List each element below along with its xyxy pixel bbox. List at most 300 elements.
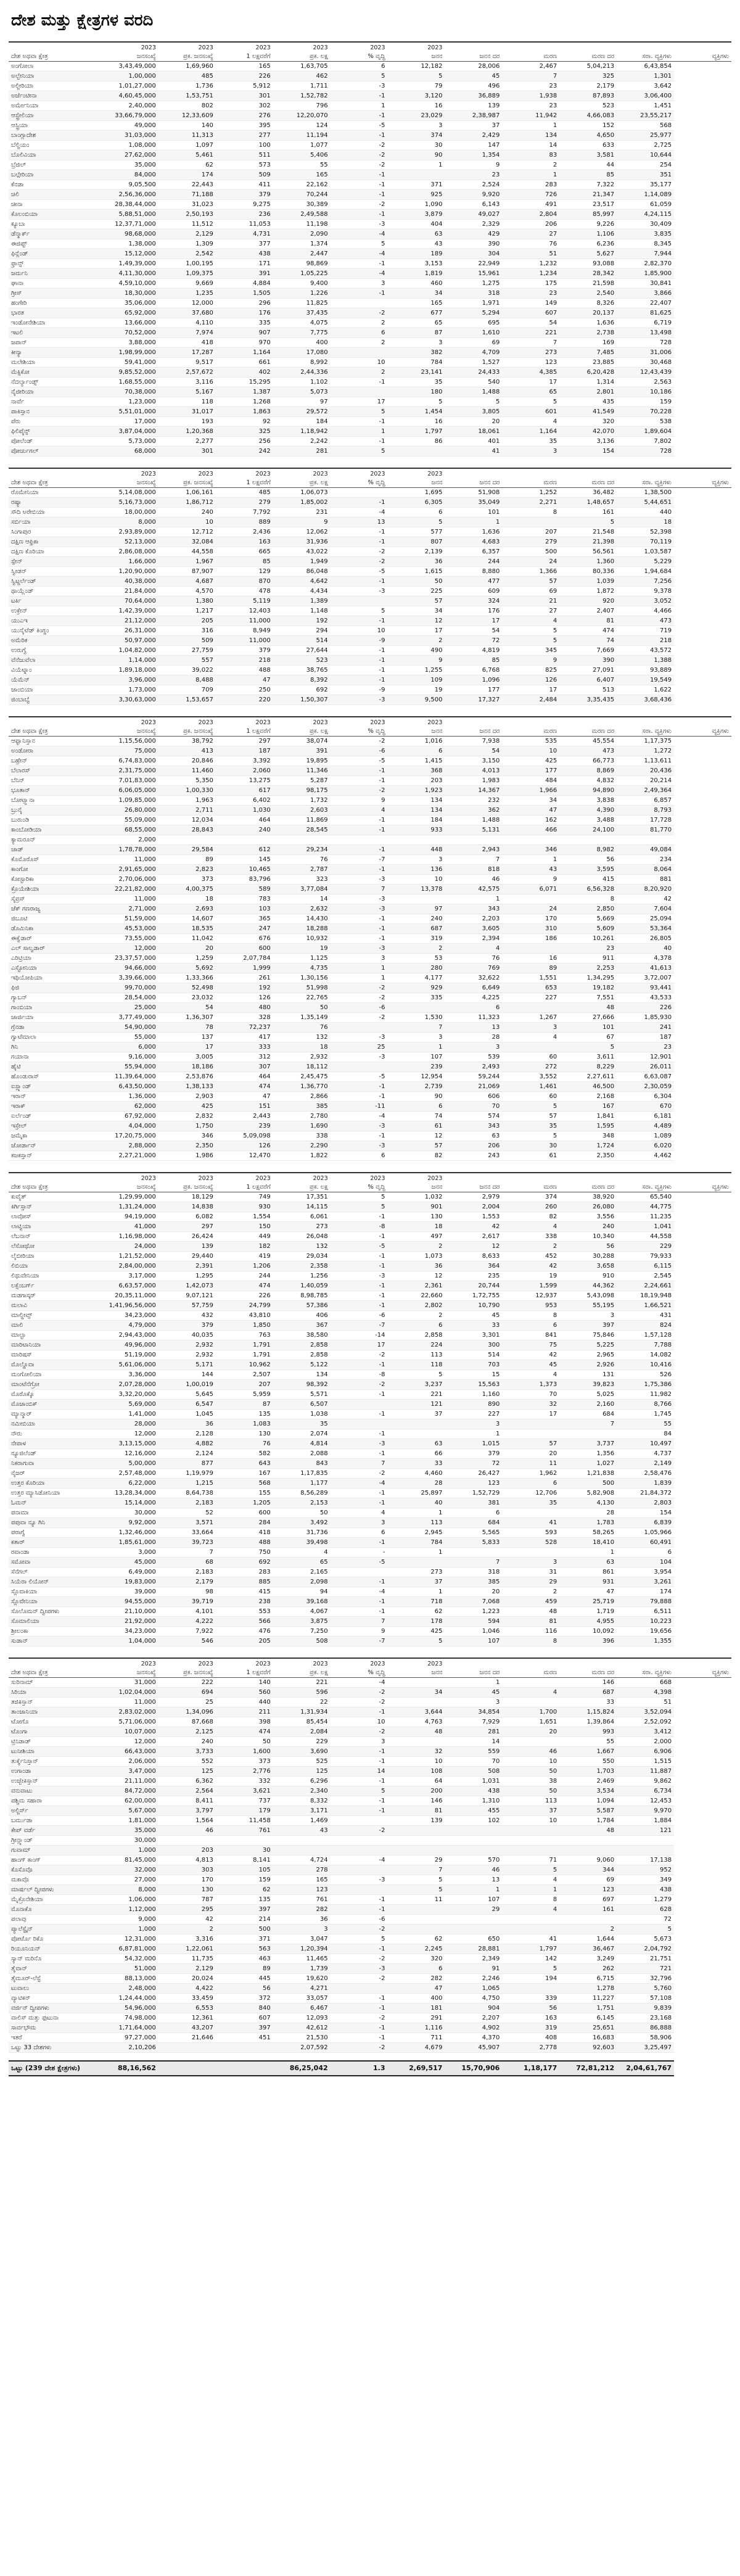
table-cell: 9,226 (559, 220, 617, 229)
table-cell: 6,719 (617, 318, 674, 328)
column-header (331, 469, 388, 488)
table-cell: 57 (502, 577, 559, 587)
table-cell: 5 (331, 407, 388, 417)
table-cell: 6 (502, 1321, 559, 1331)
table-cell: 1,999 (216, 964, 273, 973)
column-header (9, 1659, 101, 1678)
table-cell: 9,060 (559, 1856, 617, 1865)
table-cell: -1 (331, 210, 388, 220)
table-cell: 2,738 (559, 328, 617, 338)
table-row (9, 924, 731, 934)
table-cell: 4,24,115 (617, 210, 674, 220)
table-cell: 5,669 (559, 914, 617, 924)
table-cell (388, 1558, 445, 1567)
table-row (9, 1419, 731, 1429)
table-cell: 6,362 (158, 1777, 216, 1786)
table-cell: 3,492 (273, 1518, 331, 1528)
table-cell: 2 (502, 1242, 559, 1252)
row-label: ಡೆನ್ಮಾರ್ಕ್ (9, 229, 101, 239)
table-cell: 4,79,000 (101, 1321, 158, 1331)
table-cell: 1,15,824 (559, 1707, 617, 1717)
table-cell: 5,609 (559, 924, 617, 934)
table-cell: 2,932 (158, 1350, 216, 1360)
table-cell: -1 (331, 1261, 388, 1271)
data-table (9, 717, 731, 1161)
table-cell: 3,392 (216, 756, 273, 766)
table-row (9, 944, 731, 954)
row-label: ಮಾರಿಷಸ್ (9, 1350, 101, 1360)
row-label: ಲಾಟ್ವಿಯಾ (9, 1222, 101, 1232)
table-row (9, 1717, 731, 1727)
table-cell: 721 (617, 1964, 674, 1974)
table-cell: -1 (331, 1777, 388, 1786)
table-cell: 49,084 (617, 845, 674, 855)
table-cell: 2,545 (617, 1271, 674, 1281)
table-cell: 214 (216, 1915, 273, 1925)
table-cell: 192 (216, 983, 273, 993)
row-label: ಸಿರಿಯಾ (9, 1688, 101, 1698)
table-row (9, 488, 731, 498)
table-cell: 911 (559, 954, 617, 964)
table-cell: 1,160 (445, 1390, 502, 1400)
table-cell: 320 (559, 417, 617, 427)
table-cell: 28,006 (445, 62, 502, 72)
table-cell: 281 (273, 447, 331, 456)
table-cell: 5,225 (559, 1340, 617, 1350)
table-cell: 2,407 (559, 606, 617, 616)
table-cell: 207 (216, 1380, 273, 1390)
table-cell: 484 (502, 776, 559, 786)
table-cell: 76 (273, 1023, 331, 1033)
table-cell: 4,222 (158, 1617, 216, 1627)
table-row (9, 1548, 731, 1558)
table-cell: 432 (158, 1311, 216, 1321)
table-cell: -1 (331, 1796, 388, 1806)
table-cell: 14,838 (158, 1202, 216, 1212)
table-cell: 132 (273, 1242, 331, 1252)
column-label: ಜನನ (431, 1184, 443, 1191)
table-cell: 86,048 (273, 567, 331, 577)
table-cell: 8,56,289 (273, 1488, 331, 1498)
table-cell: 13,28,34,000 (101, 1488, 158, 1498)
table-cell: 1,53,657 (158, 695, 216, 705)
table-cell: 1,06,000 (101, 1895, 158, 1905)
table-cell: 1,863 (216, 407, 273, 417)
table-cell: 2,183 (158, 1567, 216, 1577)
table-cell: 1,12,000 (101, 1905, 158, 1915)
table-row (9, 587, 731, 597)
table-cell: 684 (445, 1518, 502, 1528)
column-year: 2023 (255, 471, 271, 477)
table-cell: 5 (445, 397, 502, 407)
table-cell: 5,073 (273, 387, 331, 397)
table-cell: 70,38,000 (101, 387, 158, 397)
table-cell: 7 (388, 1023, 445, 1033)
table-cell: 333 (216, 1042, 273, 1052)
table-cell: 2,564 (158, 1786, 216, 1796)
table-cell: 373 (216, 1757, 273, 1767)
table-cell: 3,136 (559, 437, 617, 447)
table-cell: 70 (445, 1102, 502, 1112)
table-cell: 27,759 (158, 646, 216, 656)
table-cell: 843 (273, 1459, 331, 1469)
table-row (9, 875, 731, 885)
table-cell: 2,832 (158, 1112, 216, 1121)
column-year: 2023 (313, 1661, 328, 1667)
table-cell: 3,237 (388, 1380, 445, 1390)
table-cell: -1 (331, 577, 388, 587)
table-cell: 877 (158, 1459, 216, 1469)
table-cell: 3,150 (445, 756, 502, 766)
table-cell: 929 (388, 983, 445, 993)
table-cell: 131 (559, 1370, 617, 1380)
row-label: ಹೊಂಡುರಾಸ್ (9, 1072, 101, 1082)
table-cell: -1 (331, 1281, 388, 1291)
table-cell: 25,897 (388, 1488, 445, 1498)
table-cell: 70,52,000 (101, 328, 158, 338)
table-cell: 3,13,15,000 (101, 1439, 158, 1449)
row-label: ನೆದರ್ಲ್ಯಾಂಡ್ಸ್ (9, 378, 101, 387)
table-cell: 4,00,375 (158, 885, 216, 894)
table-cell: 2,391 (158, 1261, 216, 1271)
table-cell: 728 (617, 338, 674, 348)
table-cell: 5 (388, 1370, 445, 1380)
table-cell (331, 1816, 388, 1826)
table-cell: 2,07,784 (216, 954, 273, 964)
table-cell: 85,997 (559, 210, 617, 220)
table-cell (502, 1429, 559, 1439)
table-cell: 514 (445, 1350, 502, 1360)
column-header (502, 469, 559, 488)
table-cell (502, 894, 559, 904)
table-cell: 1,046 (445, 1627, 502, 1637)
table-cell: 4,731 (216, 229, 273, 239)
table-cell: 2,207 (445, 2013, 502, 2023)
table-cell: 2,07,592 (273, 2043, 331, 2053)
table-row (9, 1786, 731, 1796)
column-label: ಸರಾ. ವ್ಯಕ್ತಿಗಳು (642, 1184, 672, 1191)
table-cell: 460 (388, 279, 445, 289)
table-cell: 19 (502, 1271, 559, 1281)
table-cell: 70 (445, 1757, 502, 1767)
table-cell (331, 1836, 388, 1846)
table-cell (331, 597, 388, 606)
table-cell: 49,96,000 (101, 1340, 158, 1350)
table-cell: 4,422 (158, 1984, 216, 1994)
table-cell (388, 894, 445, 904)
row-label: ಇಟಲಿ (9, 328, 101, 338)
table-cell: 6,20,428 (559, 368, 617, 378)
table-cell: 523 (273, 656, 331, 666)
table-cell: 2,802 (388, 1301, 445, 1311)
table-cell: 34,23,000 (101, 1311, 158, 1321)
table-row (9, 1757, 731, 1767)
row-label: ಚಿಲಿ (9, 190, 101, 200)
table-cell: 30,409 (617, 220, 674, 229)
table-row (9, 1261, 731, 1271)
table-cell: 2,693 (158, 904, 216, 914)
table-cell: -1 (331, 646, 388, 656)
table-cell: 15,14,000 (101, 1498, 158, 1508)
table-cell: 21,10,000 (101, 1607, 158, 1617)
table-cell: 346 (502, 845, 559, 855)
row-label: ಕಾಂಬೋಡಿಯಾ (9, 825, 101, 835)
table-cell: 411 (216, 180, 273, 190)
table-cell: 718 (388, 1597, 445, 1607)
table-cell: 7,068 (445, 1597, 502, 1607)
table-cell: 277 (216, 131, 273, 141)
table-cell: 4 (273, 1548, 331, 1558)
table-row (9, 796, 731, 806)
table-cell: 1,40,059 (273, 1281, 331, 1291)
table-cell: 2,44,336 (273, 368, 331, 378)
table-cell: 2,932 (158, 1340, 216, 1350)
table-cell: 15,12,000 (101, 249, 158, 259)
column-header (388, 469, 445, 488)
row-label: ಸಮೋವಾ (9, 1558, 101, 1567)
table-cell: 12,937 (502, 1291, 559, 1301)
table-cell: 25 (331, 1042, 388, 1052)
table-cell: 2,540 (559, 289, 617, 299)
table-cell (331, 488, 388, 498)
table-cell: 429 (445, 229, 502, 239)
row-label: ಟೋಗೊ (9, 1717, 101, 1727)
column-header (502, 1173, 559, 1192)
table-cell: -3 (331, 1121, 388, 1131)
row-label: ವೆನೆಜುವೆಲಾ (9, 656, 101, 666)
table-cell: 6,734 (617, 1786, 674, 1796)
column-header (273, 1659, 331, 1678)
table-cell: 70,64,000 (101, 597, 158, 606)
table-cell: 12,16,000 (101, 1449, 158, 1459)
table-cell: 14,082 (617, 1350, 674, 1360)
table-cell: 11,053 (216, 220, 273, 229)
table-cell: 11,465 (273, 1954, 331, 1964)
column-header (216, 469, 273, 488)
table-cell: 56 (559, 855, 617, 865)
total-cell: 1,18,177 (502, 2061, 559, 2076)
table-cell: 220 (216, 695, 273, 705)
table-cell: -1 (331, 1498, 388, 1508)
table-cell: 6,43,854 (617, 62, 674, 72)
column-label: ವ್ಯಕ್ತಿಗಳು (712, 1669, 729, 1676)
table-cell: 560 (216, 1688, 273, 1698)
column-label: ಮರಣ (543, 53, 557, 60)
table-cell: 49,027 (445, 210, 502, 220)
table-cell: 1,065 (445, 1984, 502, 1994)
table-cell: 2,83,02,000 (101, 1707, 158, 1717)
table-cell: 4 (445, 944, 502, 954)
column-label: ಪ್ರಕ. ಜನಸಂಖ್ಯೆ (183, 1669, 213, 1676)
row-label: ದಕ್ಷಿಣ ಆಫ್ರಿಕಾ (9, 537, 101, 547)
table-cell: 123 (273, 1885, 331, 1895)
table-cell: 273 (388, 1567, 445, 1577)
table-cell: 5,673 (617, 1934, 674, 1944)
table-cell: 25,000 (101, 1003, 158, 1013)
table-cell: 4 (502, 1370, 559, 1380)
column-header (674, 1659, 731, 1678)
row-label: ಅಲ್ಬೇನಿಯಾ (9, 72, 101, 81)
table-cell: 81 (559, 616, 617, 626)
table-cell: 1,599 (502, 1281, 559, 1291)
table-cell: 6,906 (617, 1747, 674, 1757)
table-cell: 21,751 (617, 1954, 674, 1964)
row-label: ಫಿಜಿ (9, 983, 101, 993)
table-row (9, 279, 731, 289)
table-row (9, 636, 731, 646)
row-label: ಮಲಾವಿ (9, 1301, 101, 1311)
table-cell: 283 (502, 180, 559, 190)
table-cell: 491 (502, 200, 559, 210)
row-label: ಘಾನಾ (9, 279, 101, 289)
table-cell: -1 (331, 417, 388, 427)
table-cell: 11 (388, 1895, 445, 1905)
table-cell: 474 (216, 1281, 273, 1291)
table-cell: 39,022 (158, 666, 216, 675)
table-cell: -1 (331, 2023, 388, 2033)
table-cell: 1,272 (617, 746, 674, 756)
table-cell: 2,329 (445, 220, 502, 229)
table-row (9, 1836, 731, 1846)
table-cell: 4,832 (559, 776, 617, 786)
table-cell: 1,724 (559, 1141, 617, 1151)
table-cell: -2 (331, 1380, 388, 1390)
column-label: ಜನನ ದರ (479, 728, 500, 735)
table-cell: 2,394 (445, 934, 502, 944)
row-label: ಐರ್ಲೆಂಡ್ (9, 1112, 101, 1121)
table-cell: 227 (445, 1410, 502, 1419)
table-cell: 5,88,51,000 (101, 210, 158, 220)
table-cell: 54 (158, 1003, 216, 1013)
table-cell: 9,000 (101, 1915, 158, 1925)
table-cell: 2,617 (445, 1232, 502, 1242)
table-cell: 54 (502, 318, 559, 328)
row-label: ಲಕ್ಸೆಂಬರ್ಗ್ (9, 1281, 101, 1291)
table-cell: 391 (216, 269, 273, 279)
table-cell: 2,787 (273, 865, 331, 875)
table-cell: 1,751 (559, 2004, 617, 2013)
table-cell: 400 (273, 338, 331, 348)
table-cell: 256 (216, 437, 273, 447)
table-cell: 1,89,18,000 (101, 666, 158, 675)
table-cell: 1,791 (216, 1350, 273, 1360)
table-cell: 8,869 (559, 766, 617, 776)
table-row (9, 239, 731, 249)
column-label: ಜನನ ದರ (479, 479, 500, 486)
table-cell: 633 (559, 141, 617, 151)
table-cell: 1,077 (273, 141, 331, 151)
table-cell: 7,802 (617, 437, 674, 447)
table-cell: 563 (216, 1944, 273, 1954)
table-cell: 6,357 (445, 547, 502, 557)
grand-total-table (9, 2060, 731, 2076)
table-cell: 24,799 (216, 1301, 273, 1311)
table-cell: 1 (502, 170, 559, 180)
column-header (331, 1659, 388, 1678)
table-cell (331, 835, 388, 845)
table-cell: 5,43,098 (559, 1291, 617, 1301)
table-row (9, 1678, 731, 1688)
table-cell: 382 (388, 348, 445, 358)
column-header (559, 1659, 617, 1678)
table-cell: 4,385 (502, 368, 559, 378)
table-cell: 6,305 (388, 498, 445, 508)
table-cell: 5,00,000 (101, 1459, 158, 1469)
table-cell: 20 (502, 1449, 559, 1459)
table-cell (388, 170, 445, 180)
table-cell: 7,485 (559, 348, 617, 358)
table-cell: 1,819 (388, 269, 445, 279)
table-cell: 643 (216, 1459, 273, 1469)
table-row (9, 2033, 731, 2043)
table-cell: 65 (502, 387, 559, 397)
table-cell: 769 (445, 964, 502, 973)
table-cell: 79 (388, 81, 445, 91)
table-cell: -5 (331, 1558, 388, 1567)
table-row (9, 151, 731, 160)
table-cell: 18 (617, 518, 674, 527)
table-cell: 3 (388, 1033, 445, 1042)
table-cell: 2,443 (216, 1112, 273, 1121)
table-cell: 126 (502, 675, 559, 685)
table-cell: 129 (216, 567, 273, 577)
table-cell: 4,04,000 (101, 1121, 158, 1131)
table-cell: 1,50,307 (273, 695, 331, 705)
column-label: ಸರಾ. ವ್ಯಕ್ತಿಗಳು (642, 728, 672, 735)
table-cell: 1,38,000 (101, 239, 158, 249)
table-cell: 11,000 (216, 636, 273, 646)
table-cell: 2,57,48,000 (101, 1469, 158, 1479)
table-cell: 1,09,85,000 (101, 796, 158, 806)
table-cell: 45 (445, 1311, 502, 1321)
table-cell: 6 (331, 62, 388, 72)
table-cell: 89 (216, 1964, 273, 1974)
row-label: ಜಿಂಬಾಬ್ವೆ (9, 695, 101, 705)
table-cell: 80,336 (559, 567, 617, 577)
table-cell: 121 (617, 1826, 674, 1836)
table-cell: -3 (331, 1439, 388, 1449)
table-cell: 46 (445, 1865, 502, 1875)
table-row (9, 825, 731, 835)
column-year: 2023 (313, 471, 328, 477)
table-cell: -2 (331, 1954, 388, 1964)
table-cell: 34,854 (445, 1707, 502, 1717)
table-row (9, 328, 731, 338)
table-cell: 169 (559, 338, 617, 348)
table-cell: 5,44,651 (617, 498, 674, 508)
table-cell: 4,101 (158, 1607, 216, 1617)
row-label: ಮೊಲ್ಡೊವಾ (9, 1360, 101, 1370)
table-cell: 53,364 (617, 924, 674, 934)
table-cell: 10 (331, 1717, 388, 1727)
table-cell: 273 (502, 348, 559, 358)
table-cell: 1,615 (388, 567, 445, 577)
table-row (9, 597, 731, 606)
table-cell: 227 (502, 993, 559, 1003)
table-cell: 466 (502, 825, 559, 835)
table-cell: 1,09,375 (158, 269, 216, 279)
table-cell: 10 (502, 1816, 559, 1826)
table-cell: 12,37,71,000 (101, 220, 158, 229)
table-cell: 2,467 (502, 62, 559, 72)
table-cell: 11,323 (445, 1013, 502, 1023)
table-cell: 25 (158, 1698, 216, 1707)
table-cell: 474 (216, 1727, 273, 1737)
table-cell: 3,249 (559, 1954, 617, 1964)
table-cell: 59,244 (445, 1072, 502, 1082)
table-cell: 17,138 (617, 1856, 674, 1865)
table-cell: 3,32,20,000 (101, 1390, 158, 1400)
